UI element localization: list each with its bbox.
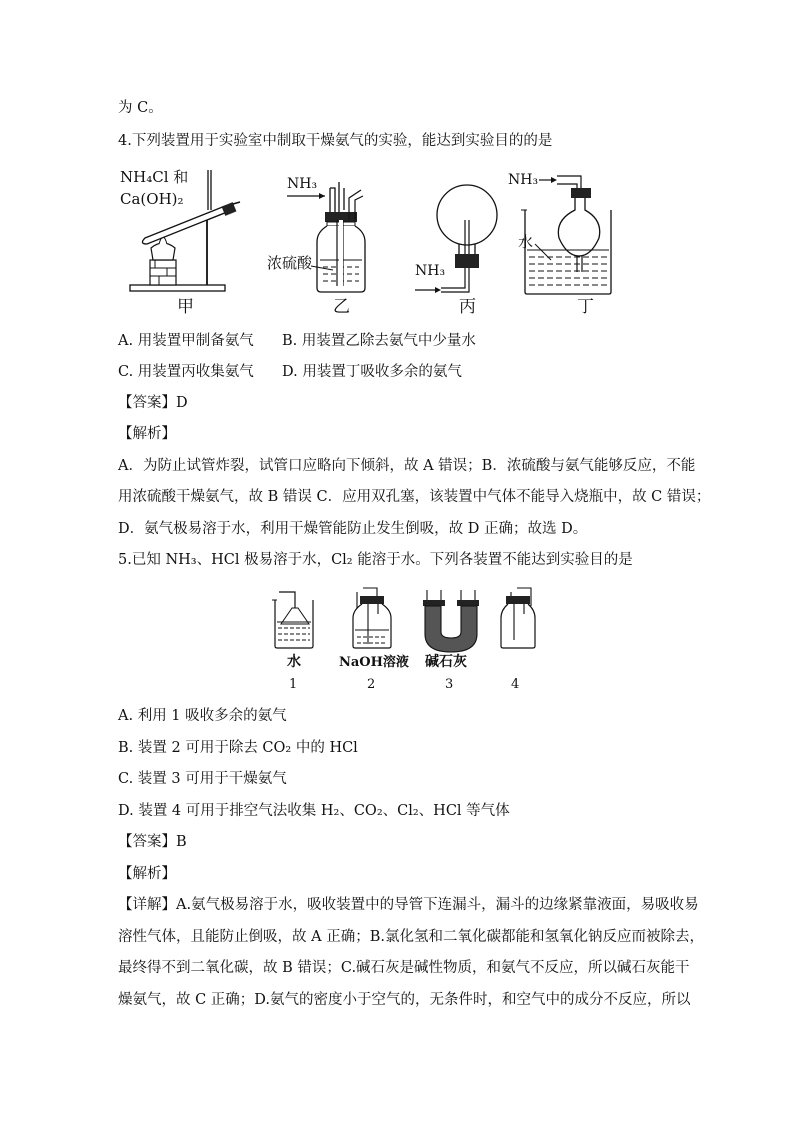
q4-stem: 4.下列装置用于实验室中制取干燥氨气的实验，能达到实验目的的是: [118, 133, 553, 149]
svg-text:NH₃: NH₃: [287, 176, 318, 192]
q5-analysis-line-2: 溶性气体，且能防止倒吸，故 A 正确；B.氯化氢和二氧化碳都能和氢氧化钠反应而被除去，: [118, 929, 704, 945]
q4-option-c: C. 用装置丙收集氨气: [118, 364, 254, 380]
q4-option-b: B. 用装置乙除去氨气中少量水: [282, 333, 476, 349]
q5-analysis-title: 【解析】: [118, 866, 176, 882]
device-4: [501, 588, 535, 692]
svg-text:NH₃: NH₃: [415, 263, 446, 279]
q5-option-b: B. 装置 2 可用于除去 CO₂ 中的 HCl: [118, 740, 358, 756]
q5-analysis-line-3: 最终得不到二氧化碳，故 B 错误；C.碱石灰是碱性物质，和氨气不反应，所以碱石灰能干: [118, 960, 690, 976]
svg-text:水: 水: [287, 654, 301, 670]
svg-text:NH₄Cl 和: NH₄Cl 和: [120, 168, 189, 186]
q4-analysis-title: 【解析】: [118, 426, 176, 442]
carryover-line: 为 C。: [118, 100, 163, 116]
q5-option-c: C. 装置 3 可用于干燥氨气: [118, 771, 287, 787]
apparatus-bing: [415, 185, 497, 317]
svg-text:2: 2: [367, 677, 376, 692]
q4-answer: 【答案】D: [118, 395, 188, 411]
svg-text:3: 3: [445, 677, 454, 692]
svg-text:浓硫酸: 浓硫酸: [267, 254, 313, 272]
q4-apparatus-figure: [115, 160, 615, 325]
svg-text:NaOH溶液: NaOH溶液: [339, 655, 409, 670]
svg-text:碱石灰: 碱石灰: [425, 654, 467, 670]
svg-text:Ca(OH)₂: Ca(OH)₂: [120, 190, 184, 208]
q4-analysis-line-3: D．氨气极易溶于水，利用干燥管能防止发生倒吸，故 D 正确；故选 D。: [118, 521, 588, 537]
device-3: [423, 590, 479, 692]
apparatus-jia: [120, 168, 240, 317]
svg-text:乙: 乙: [333, 297, 350, 317]
svg-text:水: 水: [518, 233, 534, 251]
q5-option-a: A. 利用 1 吸收多余的氨气: [118, 708, 287, 724]
svg-text:4: 4: [511, 677, 520, 692]
svg-text:丁: 丁: [577, 297, 594, 317]
q4-analysis-line-1: A．为防止试管炸裂，试管口应略向下倾斜，故 A 错误；B．浓硫酸与氨气能够反应，不能: [118, 458, 696, 474]
q5-apparatus-figure: [265, 582, 555, 694]
q4-analysis-line-2: 用浓硫酸干燥氨气，故 B 错误 C．应用双孔塞，该装置中气体不能导入烧瓶中，故 C 错误；: [118, 489, 711, 505]
svg-text:甲: 甲: [177, 297, 194, 317]
svg-text:1: 1: [289, 677, 298, 692]
device-1: [272, 592, 313, 692]
svg-text:NH₃: NH₃: [508, 172, 539, 188]
apparatus-yi: [267, 176, 365, 317]
apparatus-ding: [508, 172, 611, 317]
q5-analysis-line-1: 【详解】A.氨气极易溶于水，吸收装置中的导管下连漏斗，漏斗的边缘紧靠液面，易吸收易: [118, 897, 699, 913]
q4-option-d: D. 用装置丁吸收多余的氨气: [282, 364, 462, 380]
svg-text:丙: 丙: [459, 297, 476, 317]
q5-stem: 5.已知 NH₃、HCl 极易溶于水，Cl₂ 能溶于水。下列各装置不能达到实验目的是: [118, 552, 633, 568]
device-2: [339, 588, 409, 692]
q4-option-a: A. 用装置甲制备氨气: [118, 333, 254, 349]
q5-analysis-line-4: 燥氨气，故 C 正确；D.氨气的密度小于空气的，无条件时，和空气中的成分不反应，所以: [118, 992, 691, 1008]
q5-option-d: D. 装置 4 可用于排空气法收集 H₂、CO₂、Cl₂、HCl 等气体: [118, 803, 510, 819]
q5-answer: 【答案】B: [118, 834, 187, 850]
